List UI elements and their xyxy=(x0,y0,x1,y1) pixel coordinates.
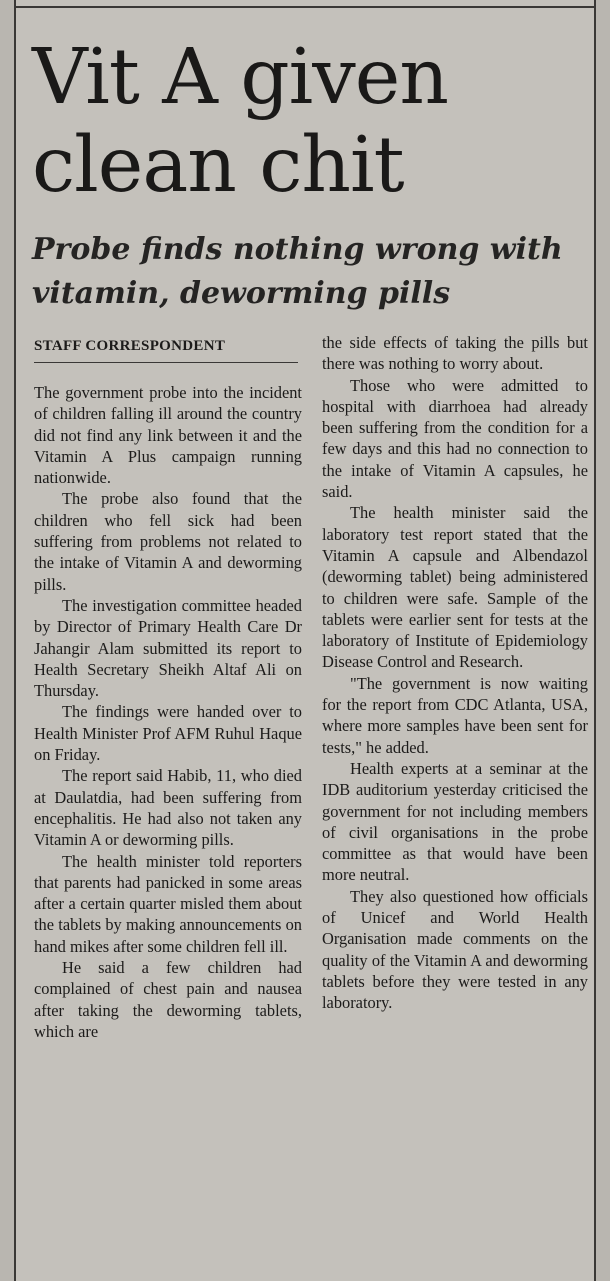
byline: STAFF CORRESPONDENT xyxy=(34,338,298,363)
paragraph: The government probe into the incident of children falling ill around the country did not find any link between it and the Vitamin A Plus campaign running nationwide. xyxy=(34,383,302,488)
paragraph: He said a few children had complained of chest pain and nausea after taking the deworming tablets, which are xyxy=(34,958,302,1041)
article-column-2 xyxy=(322,332,588,1014)
subheadline: Probe finds nothing wrong with vitamin, deworming pills xyxy=(32,232,563,311)
paragraph: The health minister said the laboratory test report stated that the Vitamin A capsule and Albendazol (deworming tablet) being administered to children were safe. Sample of the tablets were earlier sent for tests at the laboratory of Institute of Epidemiology Disease Control and Research. xyxy=(322,503,588,672)
headline xyxy=(32,34,552,210)
paragraph: the side effects of taking the pills but there was nothing to worry about. xyxy=(322,333,588,374)
paragraph: The report said Habib, 11, who died at Daulatdia, had been suffering from encephalitis. He had also not taken any Vitamin A or deworming pills. xyxy=(34,766,302,850)
headline-line-1: Vit A given xyxy=(32,33,448,122)
paragraph: Those who were admitted to hospital with diarrhoea had already been suffering from the condition for a few days and this had no connection to the intake of Vitamin A capsules, he said. xyxy=(322,375,588,502)
paragraph: "The government is now waiting for the report from CDC Atlanta, USA, where more samples have been sent for tests," he added. xyxy=(322,673,588,757)
paragraph: Health experts at a seminar at the IDB auditorium yesterday criticised the government for not including members of civil organisations in the probe committee as that would have been more neutral. xyxy=(322,758,588,885)
headline-line-2: clean chit xyxy=(32,121,404,210)
paragraph: They also questioned how officials of Unicef and World Health Organisation made comments on the quality of the Vitamin A and deworming tablets before they were tested in any laboratory. xyxy=(322,886,588,1013)
top-rule xyxy=(16,6,594,8)
paragraph: The probe also found that the children who fell sick had been suffering from problems not related to the intake of Vitamin A and deworming pills. xyxy=(34,489,302,594)
paragraph: The investigation committee headed by Director of Primary Health Care Dr Jahangir Alam submitted its report to Health Secretary Sheikh Altaf Ali on Thursday. xyxy=(34,595,302,701)
paragraph: The findings were handed over to Health Minister Prof AFM Ruhul Haque on Friday. xyxy=(34,702,302,765)
paragraph: The health minister told reporters that parents had panicked in some areas after a certain quarter misled them about the tablets by making announcements on hand mikes after some children fell ill. xyxy=(34,851,302,956)
article-column-1 xyxy=(34,382,302,1042)
